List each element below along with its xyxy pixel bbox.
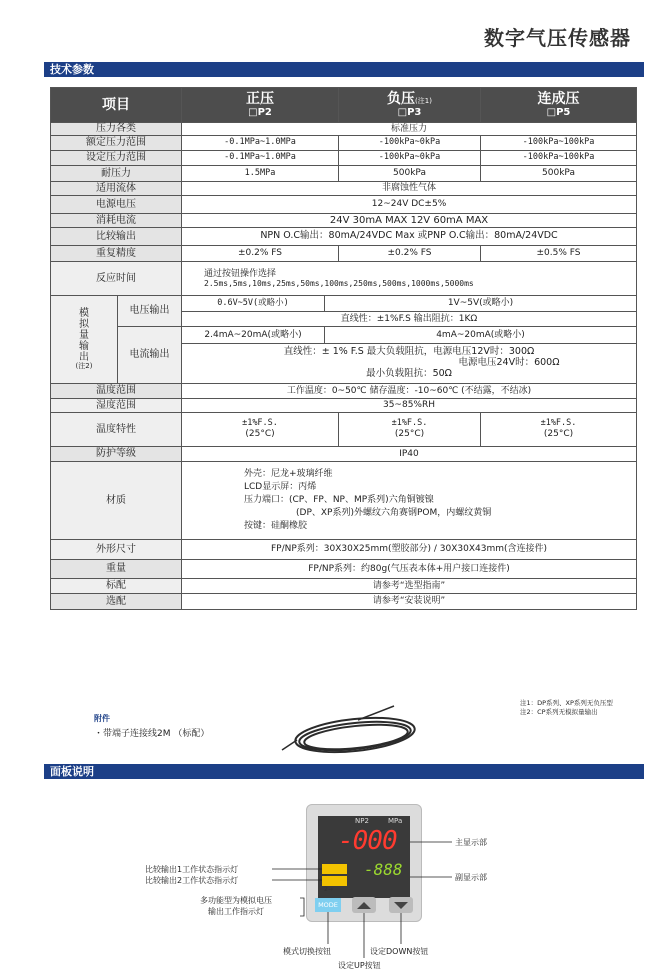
table-row: 消耗电流 24V 30mA MAX 12V 60mA MAX <box>51 214 637 228</box>
output2-indicator: 2→ <box>322 876 347 886</box>
table-row: 重量 FP/NP系列：约80g(气压表本体+用户接口连接件) <box>51 560 637 579</box>
table-row-analog-voltage: 模 拟 量 输 出 (注2) 电压输出 0.6V~5V(或略小) 1V~5V(或略小) <box>51 296 637 312</box>
table-row: 材质 外壳：尼龙+玻璃纤维 LCD显示屏：丙烯 压力端口：(CP、FP、NP、MP系列)六角铜镀镍 (DP、XP系列)外螺纹六角赛钢POM，内螺纹黄铜 按键：硅酮橡胶 <box>51 462 637 540</box>
section-header-specs: 技术参数 <box>44 62 644 77</box>
main-display: -000 <box>338 826 397 856</box>
table-row: 反应时间 通过按钮操作选择 2.5ms,5ms,10ms,25ms,50ms,100ms,250ms,500ms,1000ms,5000ms <box>51 262 637 296</box>
header-p3: 负压(注1) □P3 <box>339 88 481 123</box>
header-p5: 连成压 □P5 <box>481 88 637 123</box>
table-row: 温度特性 ±1%F.S. (25°C) ±1%F.S. (25°C) ±1%F.S. (25°C) <box>51 413 637 447</box>
table-row: 选配 请参考“安装说明” <box>51 594 637 610</box>
table-row: 温度范围 工作温度：0~50℃ 储存温度：-10~60℃ (不结露，不结冰) <box>51 384 637 399</box>
callout-main-display: 主显示部 <box>455 838 487 847</box>
callout-up-button: 设定UP按钮 <box>338 961 381 970</box>
sub-display: -888 <box>364 860 403 879</box>
table-row: 外形尺寸 FP/NP系列：30X30X25mm(塑胶部分) / 30X30X43mm(含连接件) <box>51 540 637 560</box>
table-row: 防护等级 IP40 <box>51 447 637 462</box>
footnotes: 注1：DP系列、XP系列无负压型 注2：CP系列无模拟量输出 <box>520 699 613 716</box>
table-row: 适用流体 非腐蚀性气体 <box>51 182 637 196</box>
mode-button[interactable]: MODE <box>315 898 341 912</box>
callout-indicator1: 比较输出1工作状态指示灯 <box>145 865 239 874</box>
table-row: 额定压力范围 -0.1MPa~1.0MPa -100kPa~0kPa -100kPa~100kPa <box>51 136 637 151</box>
table-row: 直线性：± 1% F.S 最大负载阻抗，电源电压12V时：300Ω 电源电压24V时：600Ω 最小负载阻抗：50Ω <box>51 344 637 384</box>
table-row: 标配 请参考“选型指南” <box>51 579 637 594</box>
table-row: 压力各类 标准压力 <box>51 123 637 136</box>
table-row-analog-current: 电流输出 2.4mA~20mA(或略小) 4mA~20mA(或略小) <box>51 327 637 344</box>
table-row: 湿度范围 35~85%RH <box>51 399 637 413</box>
table-row: 比较输出 NPN O.C输出：80mA/24VDC Max 或PNP O.C输出：80mA/24VDC <box>51 228 637 246</box>
table-row: 电源电压 12~24V DC±5% <box>51 196 637 214</box>
callout-down-button: 设定DOWN按钮 <box>370 947 429 956</box>
header-item: 项目 <box>51 88 182 123</box>
unit-label: MPa <box>388 817 403 825</box>
header-p2: 正压 □P2 <box>182 88 339 123</box>
callout-analog: 多功能型为模拟电压 输出工作指示灯 <box>200 896 272 916</box>
section-header-panel: 面板说明 <box>44 764 644 779</box>
callout-sub-display: 副显示部 <box>455 873 487 882</box>
table-row: 设定压力范围 -0.1MPa~1.0MPa -100kPa~0kPa -100kPa~100kPa <box>51 151 637 166</box>
model-label: NP2 <box>355 817 369 825</box>
table-row: 耐压力 1.5MPa 500kPa 500kPa <box>51 166 637 182</box>
callout-mode-button: 模式切换按钮 <box>283 947 331 956</box>
table-row: 直线性：±1%F.S 输出阻抗：1KΩ <box>51 312 637 327</box>
analog-output-label: 模 拟 量 输 出 (注2) <box>51 296 118 384</box>
page-title: 数字气压传感器 <box>484 26 631 50</box>
table-row: 重复精度 ±0.2% FS ±0.2% FS ±0.5% FS <box>51 246 637 262</box>
accessory-text: ・带端子连接线2M （标配） <box>94 729 210 739</box>
accessory-title: 附件 <box>94 714 110 723</box>
callout-indicator2: 比较输出2工作状态指示灯 <box>145 876 239 885</box>
